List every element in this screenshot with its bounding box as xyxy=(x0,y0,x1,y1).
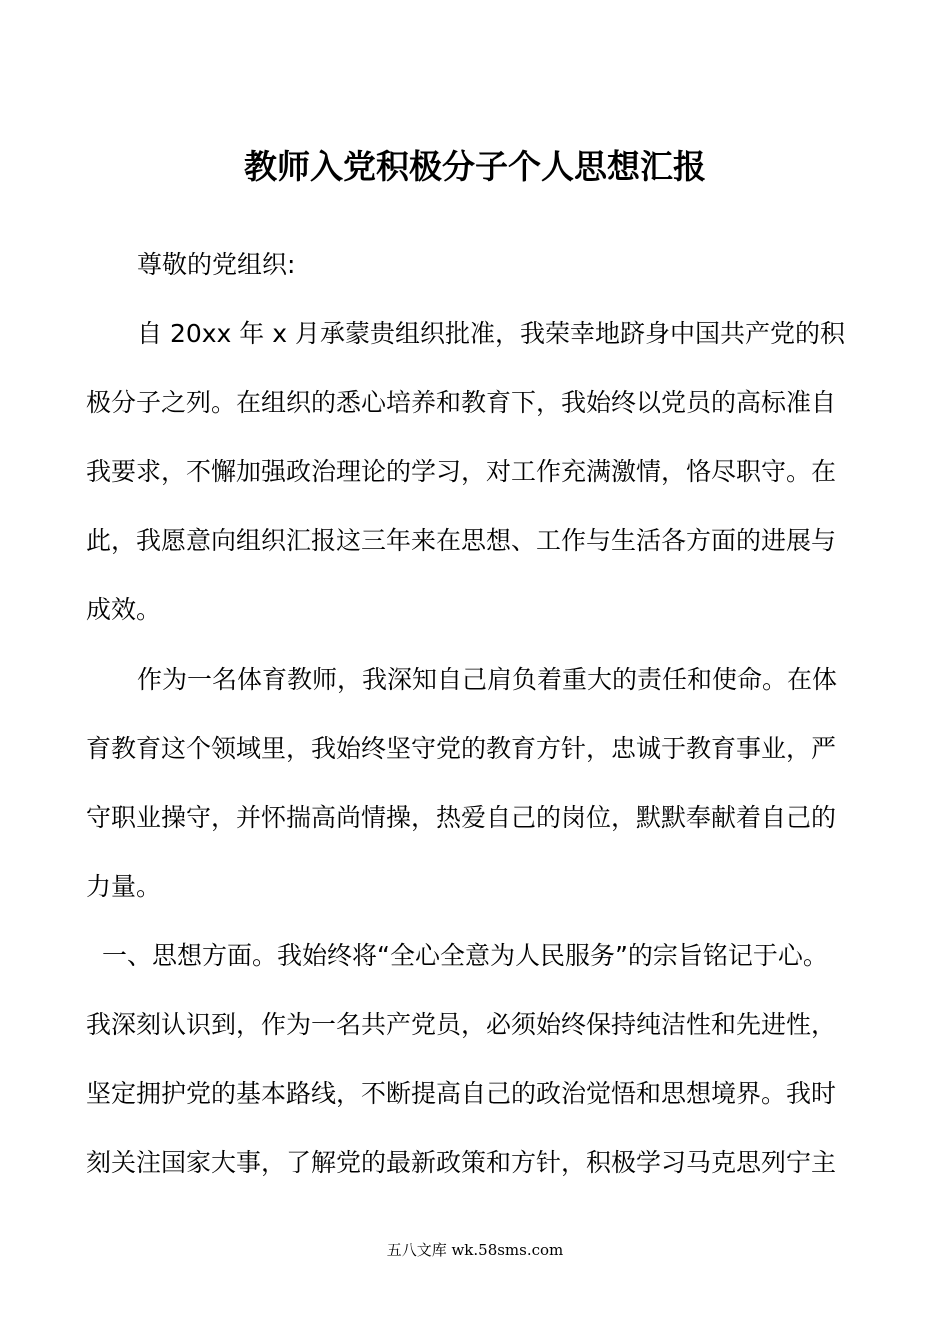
paragraph-3-line-2: 我深刻认识到，作为一名共产党员，必须始终保持纯洁性和先进性， xyxy=(86,1010,837,1039)
paragraph-3-line-3: 坚定拥护党的基本路线，不断提高自己的政治觉悟和思想境界。我时 xyxy=(86,1079,837,1108)
paragraph-3-line-4: 刻关注国家大事，了解党的最新政策和方针，积极学习马克思列宁主 xyxy=(86,1148,837,1177)
paragraph-1-line-3: 我要求，不懈加强政治理论的学习，对工作充满激情，恪尽职守。在 xyxy=(86,457,837,486)
paragraph-2-line-4: 力量。 xyxy=(86,872,162,901)
footer-watermark: 五八文库 wk.58sms.com xyxy=(386,1241,564,1259)
paragraph-1-line-1: 自 20xx 年 x 月承蒙贵组织批准，我荣幸地跻身中国共产党的积 xyxy=(137,319,845,348)
paragraph-3-line-1: 一、思想方面。我始终将“全心全意为人民服务”的宗旨铭记于心。 xyxy=(102,941,828,970)
paragraph-2-line-3: 守职业操守，并怀揣高尚情操，热爱自己的岗位，默默奉献着自己的 xyxy=(86,803,837,832)
paragraph-1-line-4: 此，我愿意向组织汇报这三年来在思想、工作与生活各方面的进展与 xyxy=(86,526,837,555)
paragraph-1-line-2: 极分子之列。在组织的悉心培养和教育下，我始终以党员的高标准自 xyxy=(86,388,837,417)
document-title: 教师入党积极分子个人思想汇报 xyxy=(244,147,706,186)
paragraph-2-line-2: 育教育这个领域里，我始终坚守党的教育方针，忠诚于教育事业，严 xyxy=(86,734,837,763)
paragraph-1-line-5: 成效。 xyxy=(86,595,162,624)
paragraph-2-line-1: 作为一名体育教师，我深知自己肩负着重大的责任和使命。在体 xyxy=(137,665,838,694)
salutation: 尊敬的党组织: xyxy=(137,250,296,279)
